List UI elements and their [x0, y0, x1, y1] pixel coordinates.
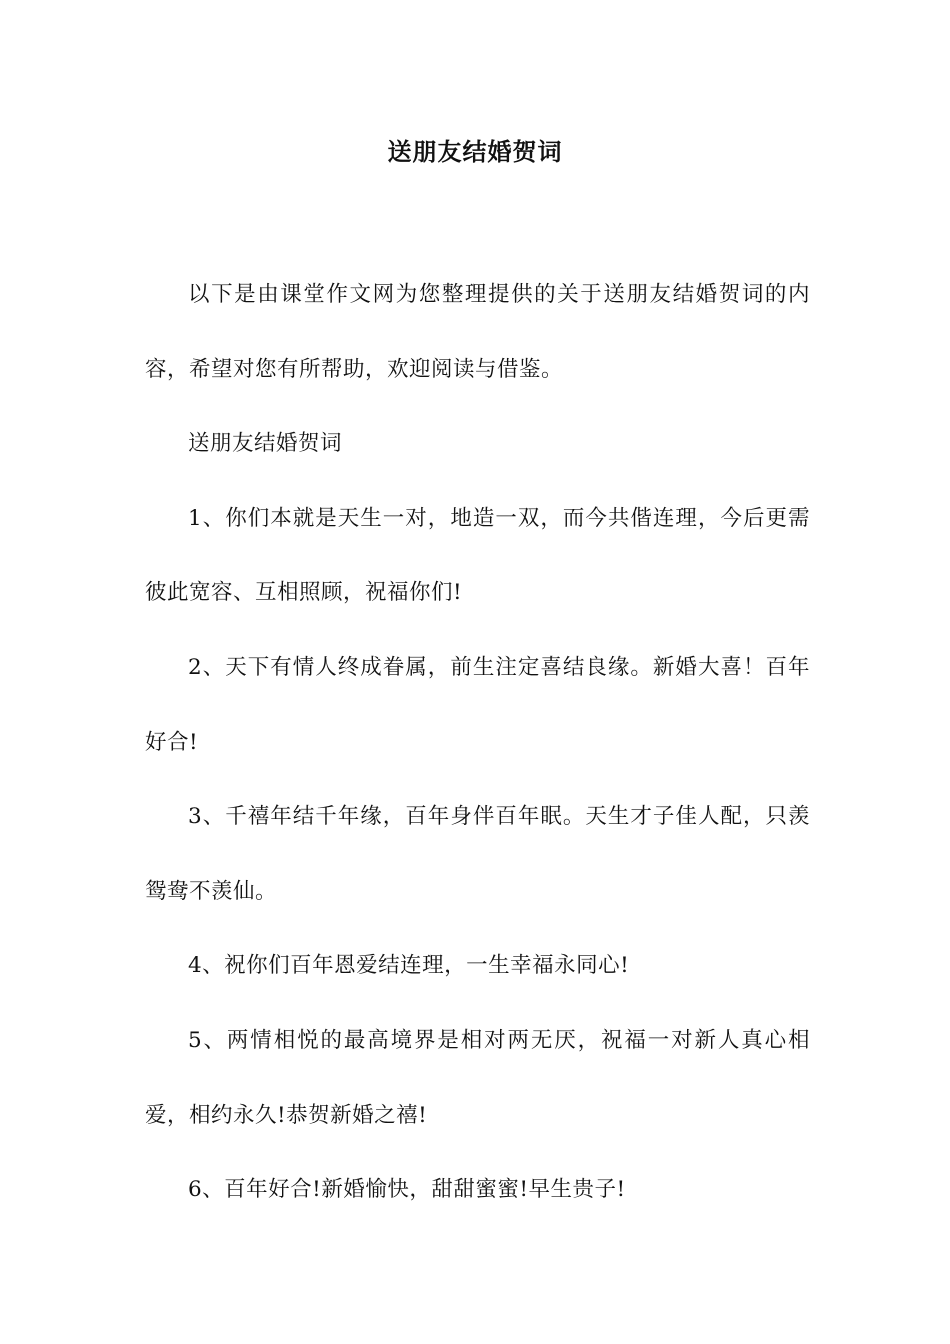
- greeting-item-1: 1、你们本就是天生一对，地造一双，而今共偕连理，今后更需彼此宽容、互相照顾，祝福你们!: [145, 505, 810, 606]
- intro-paragraph: 以下是由课堂作文网为您整理提供的关于送朋友结婚贺词的内容，希望对您有所帮助，欢迎阅读与借鉴。: [145, 282, 810, 382]
- document-body: [145, 258, 810, 1228]
- greeting-item-6: 6、百年好合!新婚愉快，甜甜蜜蜜!早生贵子!: [188, 1177, 626, 1203]
- greeting-item-3: 3、千禧年结千年缘，百年身伴百年眠。天生才子佳人配，只羡鸳鸯不羡仙。: [145, 804, 810, 904]
- section-heading: 送朋友结婚贺词: [188, 431, 343, 457]
- greeting-item-5: 5、两情相悦的最高境界是相对两无厌，祝福一对新人真心相爱，相约永久!恭贺新婚之禧!: [145, 1027, 810, 1128]
- greeting-item-2: 2、天下有情人终成眷属，前生注定喜结良缘。新婚大喜！百年好合!: [145, 654, 810, 755]
- document-title: 送朋友结婚贺词: [387, 137, 563, 166]
- greeting-item-4: 4、祝你们百年恩爱结连理，一生幸福永同心!: [188, 953, 630, 979]
